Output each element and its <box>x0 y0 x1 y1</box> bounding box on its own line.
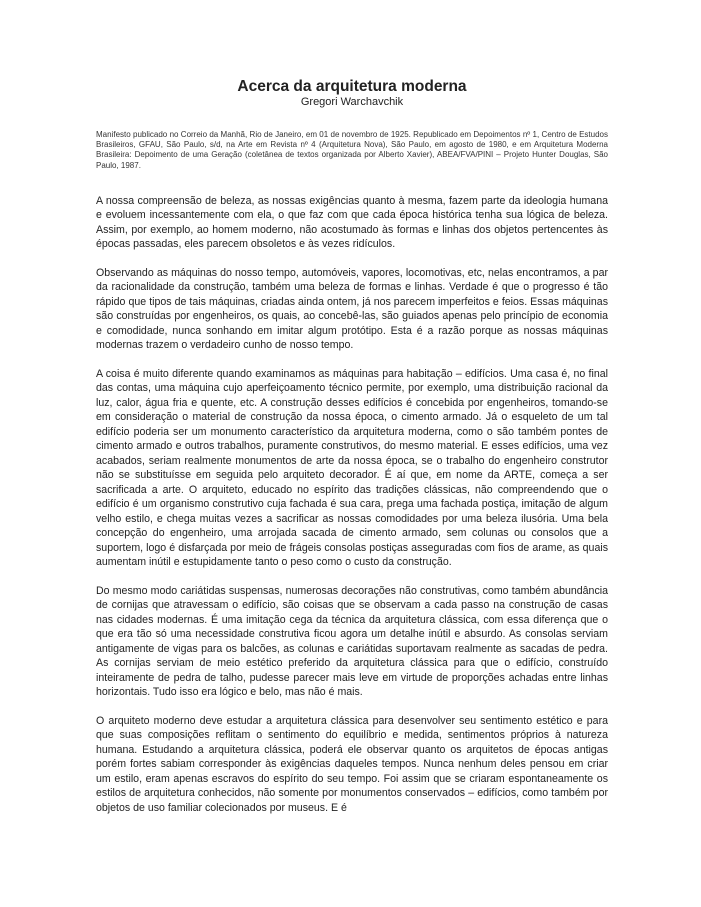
document-page <box>96 78 608 829</box>
document-title: Acerca da arquitetura moderna <box>237 78 467 95</box>
document-author: Gregori Warchavchik <box>300 96 404 108</box>
paragraph-2: Observando as máquinas do nosso tempo, automóveis, vapores, locomotivas, etc, nelas encontramos, a par da racionalidade da construção, também uma beleza de formas e linhas. Verdade é que o progresso é tão rápido que tipos de tais máquinas, criadas ainda ontem, já nos parecem imperfeitos e feios. Essas máquinas são construídas por engenheiros, os quais, ao concebê-las, são guiados apenas pelo princípio de economia e comodidade, nunca sonhando em imitar algum protótipo. Esta é a razão porque as nossas máquinas modernas trazem o verdadeiro cunho de nosso tempo. <box>96 266 608 352</box>
paragraph-4: Do mesmo modo cariátidas suspensas, numerosas decorações não construtivas, como também abundância de cornijas que atravessam o edifício, são coisas que se observam a cada passo na construção de casas nas cidades modernas. É uma imitação cega da técnica da arquitetura clássica, com essa diferença que o que era tão só uma necessidade construtiva ficou agora um detalhe inútil e absurdo. As consolas serviam antigamente de vigas para os balcões, as colunas e cariátidas suportavam realmente as sacadas de pedra. As cornijas serviam de meio estético preferido da arquitetura clássica para que o edifício, construído inteiramente de pedra de talho, pudesse parecer mais leve em virtude de proporções achadas entre linhas horizontais. Tudo isso era lógico e belo, mas não é mais. <box>96 584 608 699</box>
paragraph-3: A coisa é muito diferente quando examinamos as máquinas para habitação – edifícios. Uma casa é, no final das contas, uma máquina cujo aperfeiçoamento técnico permite, por exemplo, uma distribuição racional da luz, calor, água fria e quente, etc. A construção desses edifícios é concebida por engenheiros, tomando-se em consideração o material de construção da nossa época, o cimento armado. Já o esqueleto de um tal edifício poderia ser um monumento característico da arquitetura moderna, como o são também pontes de cimento armado e outros trabalhos, puramente construtivos, do mesmo material. E esses edifícios, uma vez acabados, seriam realmente monumentos de arte da nossa época, se o trabalho do engenheiro construtor não se substituísse em seguida pelo arquiteto decorador. É aí que, em nome da ARTE, começa a ser sacrificada a arte. O arquiteto, educado no espírito das tradições clássicas, não compreendendo que o edifício é um organismo construtivo cuja fachada é sua cara, prega uma fachada postiça, imitação de algum velho estilo, e chega muitas vezes a sacrificar as nossas comodidades por uma beleza ilusória. Uma bela concepção do engenheiro, uma arrojada sacada de cimento armado, sem colunas ou consolos que a suportem, logo é disfarçada por meio de frágeis consolas postiças asseguradas com fios de arame, as quais aumentam inútil e estupidamente tanto o peso como o custo da construção. <box>96 367 608 569</box>
publication-note: Manifesto publicado no Correio da Manhã, Rio de Janeiro, em 01 de novembro de 1925. Republicado em Depoimentos nº 1, Centro de Estudos Brasileiros, GFAU, São Paulo, s/d, na Arte em Revista nº 4 (Arquitetura Nova), São Paulo, em agosto de 1980, e em Arquitetura Moderna Brasileira: Depoimento de uma Geração (coletânea de textos organizada por Alberto Xavier), ABEA/FVA/PINI – Projeto Hunter Douglas, São Paulo, 1987. <box>96 130 608 170</box>
paragraph-1: A nossa compreensão de beleza, as nossas exigências quanto à mesma, fazem parte da ideologia humana e evoluem incessantemente com ela, o que faz com que cada época histórica tenha sua lógica de beleza. Assim, por exemplo, ao homem moderno, não acostumado às formas e linhas dos objetos pertencentes às épocas passadas, eles parecem obsoletos e às vezes ridículos. <box>96 194 608 251</box>
paragraph-5: O arquiteto moderno deve estudar a arquitetura clássica para desenvolver seu sentimento estético e para que suas composições reflitam o sentimento do equilíbrio e medida, sentimentos próprios à natureza humana. Estudando a arquitetura clássica, poderá ele observar quanto os arquitetos de épocas antigas porém fortes sabiam corresponder às exigências daqueles tempos. Nunca nenhum deles pensou em criar um estilo, eram apenas escravos do espírito do seu tempo. Foi assim que se criaram espontaneamente os estilos de arquitetura conhecidos, não somente por monumentos conservados – edifícios, como também por objetos de uso familiar colecionados por museus. E é <box>96 714 608 814</box>
